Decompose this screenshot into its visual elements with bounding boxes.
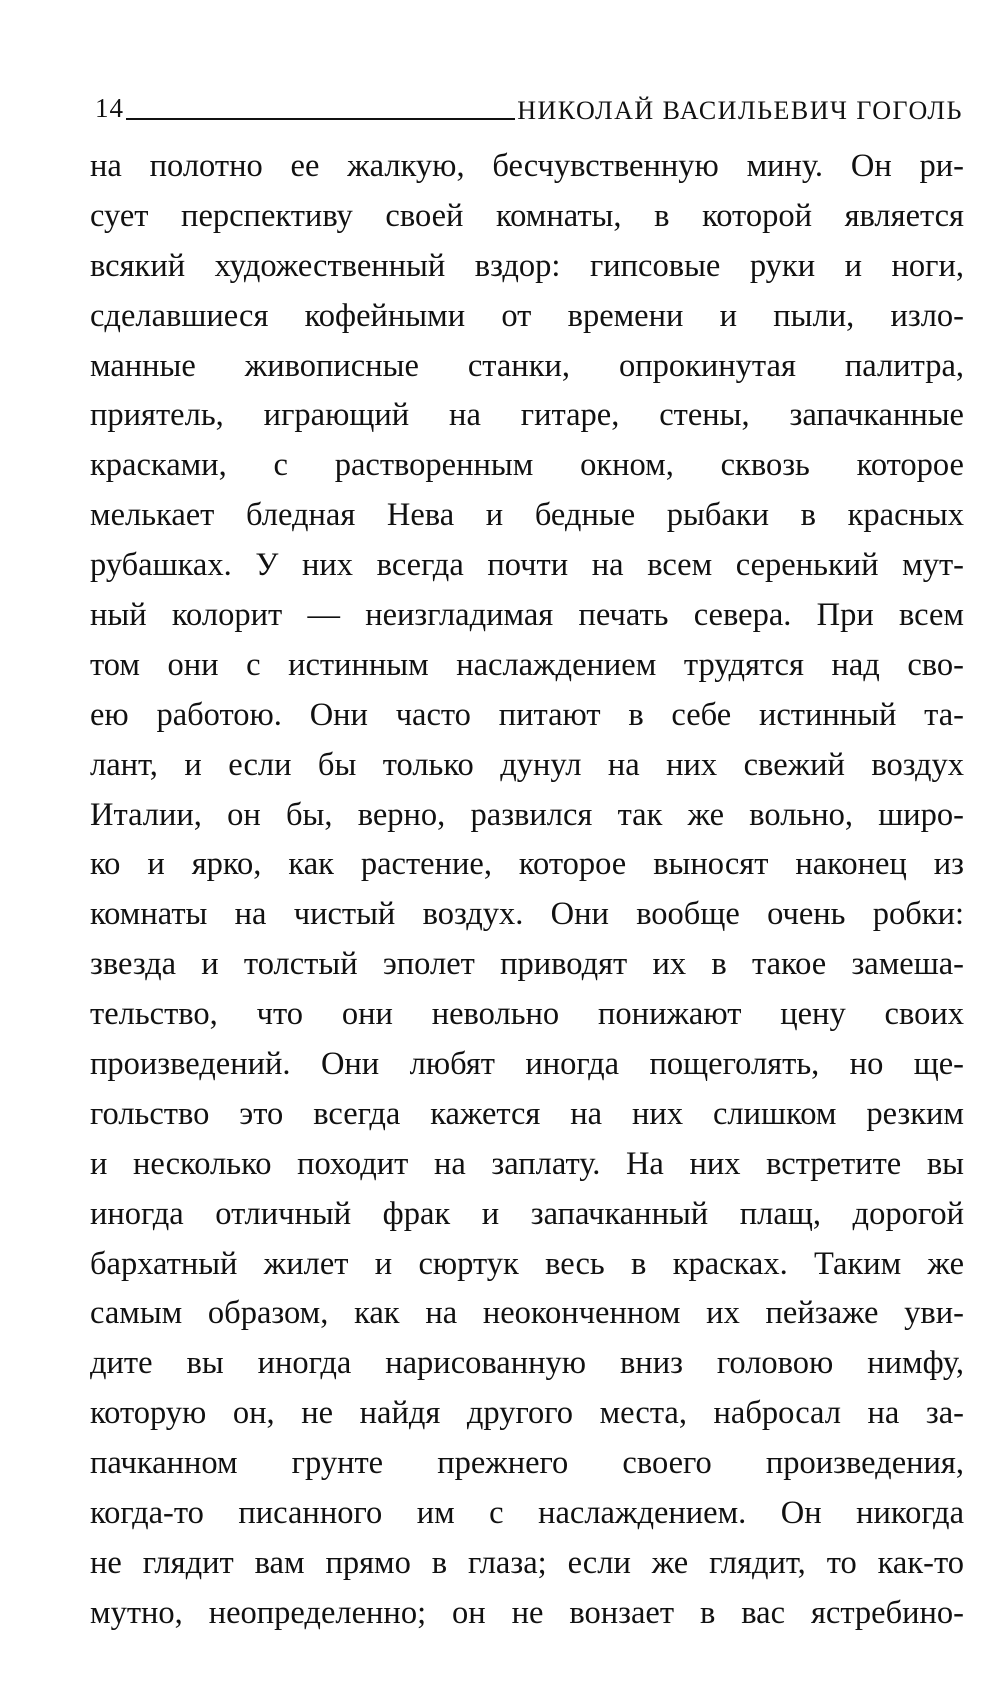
page-number: 14 bbox=[95, 93, 124, 123]
text-line: лант, и если бы только дунул на них свежий воздух bbox=[90, 746, 964, 783]
text-line: иногда отличный фрак и запачканный плащ, дорогой bbox=[90, 1195, 964, 1232]
text-line: приятель, играющий на гитаре, стены, запачканные bbox=[90, 397, 964, 434]
text-line: ный колорит — неизгладимая печать севера. При всем bbox=[90, 597, 964, 634]
text-line: которую он, не найдя другого места, набросал на за- bbox=[90, 1395, 964, 1432]
text-line: Италии, он бы, верно, развился так же вольно, широ- bbox=[90, 796, 964, 833]
text-line: комнаты на чистый воздух. Они вообще очень робки: bbox=[90, 896, 964, 933]
text-line: всякий художественный вздор: гипсовые руки и ноги, bbox=[90, 247, 964, 284]
text-line: том они с истинным наслаждением трудятся над сво- bbox=[90, 646, 964, 683]
text-line: не глядит вам прямо в глаза; если же глядит, то как-то bbox=[90, 1544, 964, 1581]
text-line: мелькает бледная Нева и бедные рыбаки в красных bbox=[90, 497, 964, 534]
text-line: мутно, неопределенно; он не вонзает в вас ястребино- bbox=[90, 1594, 964, 1631]
text-line: и несколько походит на заплату. На них встретите вы bbox=[90, 1145, 964, 1182]
text-line: на полотно ее жалкую, бесчувственную мину. Он ри- bbox=[90, 148, 964, 184]
text-line: звезда и толстый эполет приводят их в такое замеша- bbox=[90, 946, 964, 983]
text-line: красками, с растворенным окном, сквозь которое bbox=[90, 447, 964, 484]
text-line: дите вы иногда нарисованную вниз головою нимфу, bbox=[90, 1345, 964, 1382]
body-text bbox=[90, 142, 964, 1639]
running-title: НИКОЛАЙ ВАСИЛЬЕВИЧ ГОГОЛЬ bbox=[517, 96, 963, 125]
text-line: манные живописные станки, опрокинутая палитра, bbox=[90, 347, 964, 384]
text-line: когда-то писанного им с наслаждением. Он никогда bbox=[90, 1495, 964, 1532]
text-line: сделавшиеся кофейными от времени и пыли, изло- bbox=[90, 297, 964, 334]
text-line: тельство, что они невольно понижают цену своих bbox=[90, 996, 964, 1033]
text-line: пачканном грунте прежнего своего произведения, bbox=[90, 1445, 964, 1482]
running-head bbox=[95, 86, 963, 126]
text-line: произведений. Они любят иногда пощеголять, но ще- bbox=[90, 1046, 964, 1083]
text-line: бархатный жилет и сюртук весь в красках. Таким же bbox=[90, 1245, 964, 1282]
text-line: ею работою. Они часто питают в себе истинный та- bbox=[90, 696, 964, 733]
text-line: самым образом, как на неоконченном их пейзаже уви- bbox=[90, 1295, 964, 1332]
running-head-rule bbox=[126, 117, 515, 120]
text-line: сует перспективу своей комнаты, в которой является bbox=[90, 197, 964, 234]
text-line: ко и ярко, как растение, которое выносят наконец из bbox=[90, 846, 964, 883]
text-line: гольство это всегда кажется на них слишком резким bbox=[90, 1095, 964, 1132]
text-line: рубашках. У них всегда почти на всем серенький мут- bbox=[90, 547, 964, 584]
